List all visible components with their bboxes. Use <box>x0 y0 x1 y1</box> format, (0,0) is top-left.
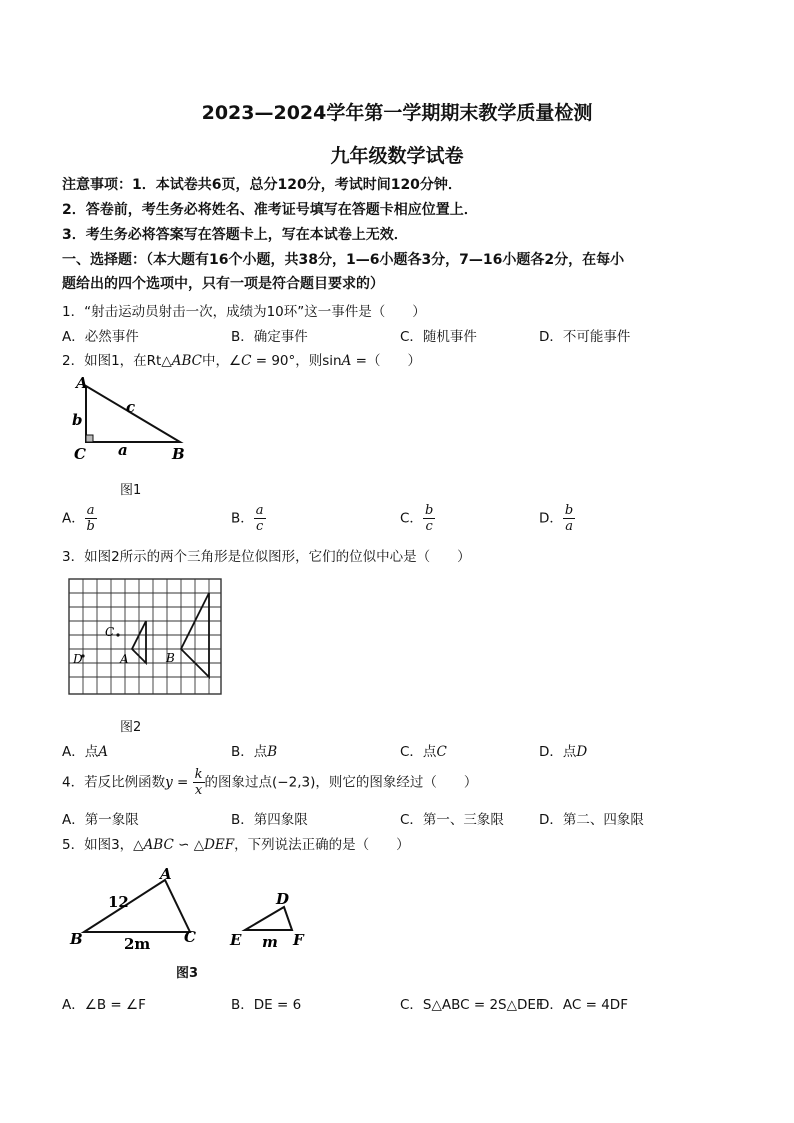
q3-option-c-prefix: C．点 <box>400 744 437 760</box>
q2-option-c-den: c <box>425 519 433 534</box>
q3-option-d-prefix: D．点 <box>539 744 577 760</box>
q1-option-d: D．不可能事件 <box>539 329 631 345</box>
fig2-label-d: D <box>73 652 83 666</box>
fig3-label-d: D <box>276 890 290 908</box>
q2-option-a-letter: A． <box>62 510 85 527</box>
fig3-label-ef: m <box>262 933 278 951</box>
q2-option-d-letter: D． <box>539 510 563 527</box>
q3-option-d <box>539 740 587 760</box>
q5-suffix: ，下列说法正确的是（ ） <box>234 837 410 853</box>
q3-option-a-var: A <box>98 744 108 760</box>
fig2-grid-lines <box>69 579 221 694</box>
q1-option-a: A．必然事件 <box>62 329 139 345</box>
q4-option-c: C．第一、三象限 <box>400 812 504 828</box>
q2-option-a-fraction <box>85 503 97 534</box>
q5-option-d: D．AC = 4DF <box>539 997 628 1013</box>
fig1-label-b-vertex: B <box>172 445 185 463</box>
q3-option-a-prefix: A．点 <box>62 744 99 760</box>
q3-option-c-var: C <box>436 744 447 760</box>
fig3-label-f: F <box>293 931 304 949</box>
section-heading-line1: 一、选择题：（本大题有16个小题，共38分，1—6小题各3分，7—16小题各2分，在每小 <box>62 252 625 268</box>
figure-2-caption: 图2 <box>120 720 142 735</box>
q2-option-b <box>231 503 266 534</box>
q4-y: y <box>165 774 173 791</box>
q2-option-a-den: b <box>86 519 95 534</box>
question-3-stem: 3．如图2所示的两个三角形是位似图形，它们的位似中心是（ ） <box>62 549 471 565</box>
fig3-triangle-abc <box>84 880 190 932</box>
q3-option-a <box>62 740 108 760</box>
question-1-stem: 1．“射击运动员射击一次，成绩为10环”这一事件是（ ） <box>62 304 426 320</box>
fig1-label-a-vertex: A <box>76 374 88 392</box>
q2-option-d-den: a <box>565 519 573 534</box>
note-1: 注意事项：1．本试卷共6页，总分120分，考试时间120分钟． <box>62 177 462 193</box>
fig3-label-b: B <box>70 930 83 948</box>
fig2-label-b: B <box>166 651 175 665</box>
q3-option-b-var: B <box>267 744 278 760</box>
fig3-label-ab: 12 <box>108 893 129 911</box>
q3-option-b <box>231 740 277 760</box>
fig2-point-c <box>116 633 119 636</box>
question-4-stem <box>62 767 477 798</box>
q3-option-b-prefix: B．点 <box>231 744 268 760</box>
q4-option-b: B．第四象限 <box>231 812 308 828</box>
q4-eq: = <box>172 774 193 791</box>
q2-option-c-num: b <box>424 503 434 518</box>
question-5-stem <box>62 833 410 853</box>
q2-option-c-fraction <box>423 503 435 534</box>
fig2-label-c: C <box>105 625 115 639</box>
q2-suffix: =（ ） <box>351 353 421 369</box>
q1-option-b: B．确定事件 <box>231 329 308 345</box>
q3-option-c <box>400 740 447 760</box>
q2-option-b-letter: B． <box>231 510 254 527</box>
q2-option-d-num: b <box>564 503 574 518</box>
q2-option-d-fraction <box>563 503 575 534</box>
note-3: 3．考生务必将答案写在答题卡上，写在本试卷上无效． <box>62 227 408 243</box>
fig1-label-side-b: b <box>72 411 83 429</box>
question-2-stem <box>62 349 421 369</box>
q2-prefix: 2．如图1，在Rt△ <box>62 353 172 369</box>
q2-option-c-letter: C． <box>400 510 423 527</box>
fig1-label-side-c: c <box>126 398 136 416</box>
fig3-label-a: A <box>160 865 172 883</box>
fig3-triangle-def <box>245 907 292 930</box>
q2-triangle: ABC <box>171 353 202 369</box>
q2-option-b-den: c <box>256 519 264 534</box>
q2-var: A <box>341 353 352 369</box>
exam-subtitle: 九年级数学试卷 <box>330 145 464 167</box>
q5-option-b: B．DE = 6 <box>231 997 302 1013</box>
fig1-label-c-vertex: C <box>74 445 86 463</box>
q4-rest: 的图象过点(−2,3)，则它的图象经过（ ） <box>204 774 478 791</box>
q5-triangle-1: ABC <box>143 837 174 853</box>
q4-option-a: A．第一象限 <box>62 812 139 828</box>
figure-1-caption: 图1 <box>120 483 142 498</box>
q4-option-d: D．第二、四象限 <box>539 812 644 828</box>
q4-den: x <box>194 783 203 798</box>
q5-triangle-2: DEF <box>204 837 235 853</box>
q4-fraction <box>193 767 205 798</box>
q2-option-a-num: a <box>86 503 95 518</box>
q4-prefix: 4．若反比例函数 <box>62 774 166 791</box>
figure-2-grid <box>68 578 224 696</box>
fig1-label-side-a: a <box>118 441 128 459</box>
q5-prefix: 5．如图3，△ <box>62 837 144 853</box>
q2-angle: C <box>241 353 252 369</box>
q2-option-d <box>539 503 575 534</box>
q4-num: k <box>194 767 203 782</box>
q5-option-c: C．S△ABC = 2S△DEF <box>400 997 544 1013</box>
q2-mid: 中，∠ <box>201 353 242 369</box>
q3-option-d-var: D <box>576 744 588 760</box>
q5-similar: ∽ △ <box>173 837 205 853</box>
q2-option-b-fraction <box>254 503 266 534</box>
figure-1-right-triangle <box>62 372 202 464</box>
figure-3-caption: 图3 <box>176 966 199 981</box>
fig3-label-e: E <box>230 931 242 949</box>
figure-3-similar-triangles <box>62 862 322 952</box>
q5-option-a: A．∠B = ∠F <box>62 997 146 1013</box>
q2-eq: = 90°，则sin <box>251 353 342 369</box>
fig3-label-bc: 2m <box>124 935 151 952</box>
q1-option-c: C．随机事件 <box>400 329 477 345</box>
exam-title: 2023—2024学年第一学期期末教学质量检测 <box>201 102 593 124</box>
q2-option-c <box>400 503 435 534</box>
note-2: 2．答卷前，考生务必将姓名、准考证号填写在答题卡相应位置上． <box>62 202 478 218</box>
fig2-label-a: A <box>120 652 129 666</box>
q2-option-b-num: a <box>255 503 264 518</box>
fig3-label-c: C <box>184 928 196 946</box>
q2-option-a <box>62 503 97 534</box>
section-heading-line2: 题给出的四个选项中，只有一项是符合题目要求的） <box>62 276 384 292</box>
